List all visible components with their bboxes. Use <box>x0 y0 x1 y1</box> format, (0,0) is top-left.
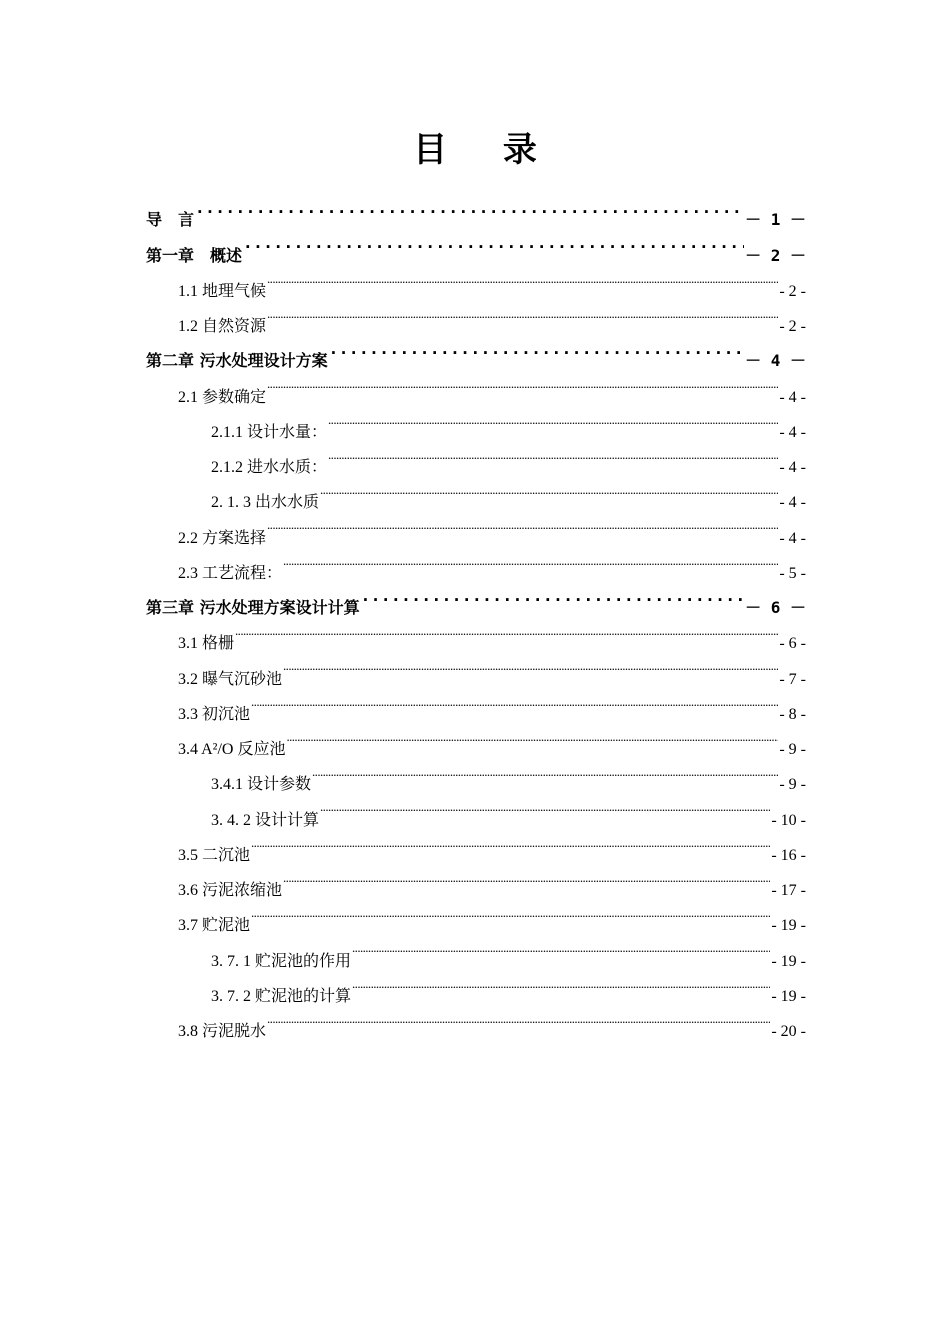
toc-entry-label: 2.1.2 进水水质： <box>211 459 328 476</box>
dot-leader <box>283 648 778 683</box>
dot-leader <box>361 578 745 613</box>
dot-leader <box>328 402 778 437</box>
toc-entry-label: 2. 1. 3 出水水质 <box>211 494 320 512</box>
toc-entry-page-number: - 19 - <box>771 987 806 1005</box>
toc-entry-label: 第一章 概述 <box>146 245 243 265</box>
toc-entry-label: 2.1 参数确定 <box>178 388 267 406</box>
toc-entry[interactable] <box>146 225 806 265</box>
toc-entry-page-number: - 2 - <box>779 318 806 335</box>
page-title: 目 录 <box>413 130 559 170</box>
toc-entry-label: 第三章 污水处理方案设计计算 <box>146 598 360 617</box>
dot-leader <box>312 754 778 789</box>
toc-entry-label: 第二章 污水处理设计方案 <box>146 351 328 371</box>
dot-leader <box>267 366 778 401</box>
toc-entry-label: 3.5 二沉池 <box>178 846 251 864</box>
toc-entry-label: 3.2 曝气沉砂池 <box>178 670 283 688</box>
toc-entry-page-number: － 6 － <box>745 598 806 617</box>
dot-leader <box>328 437 778 472</box>
toc-entry[interactable] <box>146 613 806 653</box>
toc-entry-page-number: - 19 - <box>771 952 806 970</box>
toc-entry-page-number: - 19 - <box>771 917 806 935</box>
toc-entry-label: 3. 7. 2 贮泥池的计算 <box>211 987 352 1005</box>
dot-leader <box>251 825 770 860</box>
toc-entry-label: 3.7 贮泥池 <box>178 917 251 935</box>
dot-leader <box>283 543 778 578</box>
toc-entry-page-number: - 2 - <box>779 282 806 300</box>
toc-entry-page-number: － 1 － <box>745 210 806 230</box>
toc-entry-page-number: - 16 - <box>771 846 806 864</box>
dot-leader <box>251 684 778 719</box>
dot-leader <box>352 930 770 965</box>
dot-leader <box>320 472 778 507</box>
dot-leader <box>235 613 778 648</box>
toc-entry-label: 3. 7. 1 贮泥池的作用 <box>211 952 352 970</box>
toc-entry-label: 3.6 污泥浓缩池 <box>178 882 283 899</box>
toc-entry-page-number: - 4 - <box>779 423 806 441</box>
toc-entry-page-number: － 2 － <box>745 245 806 265</box>
toc-entry-label: 3.3 初沉池 <box>178 705 251 723</box>
toc-entry-page-number: - 4 - <box>779 459 806 476</box>
dot-leader <box>267 261 778 296</box>
toc-entry-page-number: - 4 - <box>779 529 806 547</box>
dot-leader <box>267 296 778 331</box>
toc-entry-label: 导 言 <box>146 210 195 230</box>
dot-leader <box>283 860 770 895</box>
dot-leader <box>329 331 745 366</box>
dot-leader <box>320 789 770 824</box>
toc-entry-page-number: - 9 - <box>779 776 806 794</box>
toc-entry-label: 3.8 污泥脱水 <box>178 1023 267 1040</box>
toc-entry-page-number: - 5 - <box>779 564 806 582</box>
toc-entry[interactable] <box>146 261 806 300</box>
toc-entry-label: 3.1 格栅 <box>178 635 235 653</box>
toc-entry[interactable] <box>146 190 806 230</box>
dot-leader <box>243 225 744 260</box>
toc-entry-page-number: - 8 - <box>779 705 806 723</box>
toc-entry-page-number: - 17 - <box>771 882 806 899</box>
table-of-contents <box>146 190 806 1040</box>
toc-entry-label: 1.2 自然资源 <box>178 318 267 335</box>
toc-entry-label: 3. 4. 2 设计计算 <box>211 811 320 829</box>
toc-entry-label: 2.2 方案选择 <box>178 529 267 547</box>
dot-leader <box>286 719 778 754</box>
dot-leader <box>195 190 744 225</box>
toc-entry[interactable] <box>146 648 806 688</box>
dot-leader <box>267 507 778 542</box>
toc-entry-label: 2.1.1 设计水量： <box>211 423 328 441</box>
toc-entry-page-number: - 20 - <box>771 1023 806 1040</box>
toc-entry-label: 2.3 工艺流程： <box>178 564 283 582</box>
dot-leader <box>267 1001 770 1036</box>
dot-leader <box>352 966 770 1001</box>
toc-entry-label: 3.4 A²/O 反应池 <box>178 741 286 758</box>
toc-entry-label: 1.1 地理气候 <box>178 282 267 300</box>
toc-entry-page-number: - 4 - <box>779 388 806 406</box>
toc-entry-page-number: - 6 - <box>779 635 806 653</box>
toc-entry-page-number: - 4 - <box>779 494 806 512</box>
toc-entry-page-number: - 9 - <box>779 741 806 758</box>
toc-entry-label: 3.4.1 设计参数 <box>211 776 312 794</box>
toc-entry-page-number: - 10 - <box>771 811 806 829</box>
dot-leader <box>251 895 770 930</box>
toc-entry-page-number: - 7 - <box>779 670 806 688</box>
toc-entry-page-number: － 4 － <box>745 351 806 371</box>
